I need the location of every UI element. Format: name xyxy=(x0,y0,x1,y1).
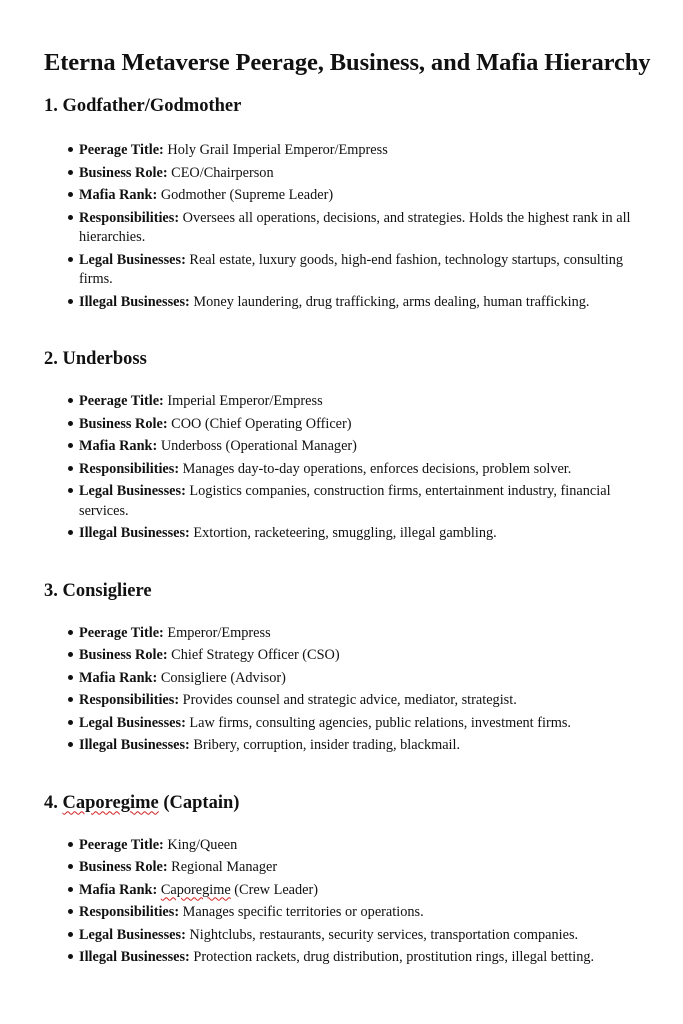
section-number: 1. xyxy=(44,96,58,116)
item-value: King/Queen xyxy=(167,836,238,853)
bullet-icon xyxy=(68,466,73,471)
bullet-icon xyxy=(68,257,73,262)
item-label: Responsibilities: xyxy=(79,904,180,920)
bullet-icon xyxy=(68,192,73,197)
item-value: Protection rackets, drug distribution, prostitution rings, illegal betting. xyxy=(193,949,595,965)
item-label: Legal Businesses: xyxy=(79,251,186,268)
item-label: Illegal Businesses: xyxy=(79,525,190,541)
item-label: Peerage Title: xyxy=(79,393,164,409)
list-item-illegal-businesses xyxy=(44,948,654,968)
item-value: Godmother (Supreme Leader) xyxy=(160,187,334,203)
list-item-business-role xyxy=(44,164,654,184)
list-item-peerage-title xyxy=(44,624,654,644)
section-list-underboss xyxy=(44,392,654,544)
list-item-mafia-rank xyxy=(44,669,654,689)
item-value: Manages specific territories or operations. xyxy=(182,904,424,920)
item-label: Legal Businesses: xyxy=(79,926,186,943)
item-label: Responsibilities: xyxy=(79,209,180,226)
list-item-mafia-rank xyxy=(44,186,654,206)
bullet-icon xyxy=(68,742,73,747)
item-label: Illegal Businesses: xyxy=(79,293,190,310)
bullet-icon xyxy=(68,842,73,847)
section-title-misspelled[interactable]: Caporegime xyxy=(62,792,159,813)
bullet-icon xyxy=(68,170,73,175)
item-value: Law firms, consulting agencies, public relations, investment firms. xyxy=(189,714,571,731)
list-item-legal-businesses xyxy=(44,714,654,734)
item-value: Real estate, luxury goods, high-end fashion, technology startups, consulting firms. xyxy=(79,251,624,287)
list-item-mafia-rank xyxy=(44,437,654,457)
item-value: Holy Grail Imperial Emperor/Empress xyxy=(167,142,388,158)
bullet-icon xyxy=(68,864,73,869)
bullet-icon xyxy=(68,398,73,403)
bullet-icon xyxy=(68,675,73,680)
document-page xyxy=(44,46,654,971)
document-title: Eterna Metaverse Peerage, Business, and Mafia Hierarchy xyxy=(44,49,651,76)
bullet-icon xyxy=(68,488,73,493)
item-label: Business Role: xyxy=(79,164,168,181)
item-value: Manages day-to-day operations, enforces decisions, problem solver. xyxy=(182,460,572,477)
item-label: Business Role: xyxy=(79,415,168,432)
list-item-business-role xyxy=(44,646,654,666)
list-item-responsibilities xyxy=(44,460,654,480)
item-label: Peerage Title: xyxy=(79,836,164,853)
bullet-icon xyxy=(68,697,73,702)
list-item-legal-businesses xyxy=(44,251,654,290)
bullet-icon xyxy=(68,630,73,635)
section-title: Underboss xyxy=(62,349,147,369)
item-label: Peerage Title: xyxy=(79,624,164,641)
item-label: Illegal Businesses: xyxy=(79,737,190,753)
bullet-icon xyxy=(68,652,73,657)
list-item-legal-businesses xyxy=(44,926,654,946)
bullet-icon xyxy=(68,421,73,426)
item-label: Responsibilities: xyxy=(79,692,180,708)
item-value: COO (Chief Operating Officer) xyxy=(171,415,352,432)
item-label: Peerage Title: xyxy=(79,142,164,158)
list-item-business-role xyxy=(44,415,654,435)
list-item-responsibilities xyxy=(44,691,654,711)
list-item-peerage-title xyxy=(44,392,654,412)
section-number: 4. xyxy=(44,792,58,813)
section-list-caporegime xyxy=(44,836,654,968)
section-title: Godfather/Godmother xyxy=(62,96,242,116)
list-item-peerage-title xyxy=(44,141,654,161)
list-item-responsibilities xyxy=(44,903,654,923)
item-value: Chief Strategy Officer (CSO) xyxy=(171,647,340,663)
item-label: Legal Businesses: xyxy=(79,714,186,731)
item-value: Provides counsel and strategic advice, mediator, strategist. xyxy=(182,692,517,708)
section-number: 3. xyxy=(44,580,58,601)
bullet-icon xyxy=(68,147,73,152)
list-item-illegal-businesses xyxy=(44,736,654,756)
list-item-illegal-businesses xyxy=(44,293,654,313)
section-list-consigliere xyxy=(44,624,654,756)
item-label: Business Role: xyxy=(79,647,168,663)
item-label: Responsibilities: xyxy=(79,460,180,477)
item-label: Illegal Businesses: xyxy=(79,949,190,965)
item-label: Mafia Rank: xyxy=(79,881,158,898)
bullet-icon xyxy=(68,299,73,304)
item-label: Business Role: xyxy=(79,859,168,875)
item-value: Money laundering, drug trafficking, arms dealing, human trafficking. xyxy=(193,293,590,310)
section-heading-caporegime xyxy=(44,790,654,816)
bullet-icon xyxy=(68,443,73,448)
bullet-icon xyxy=(68,909,73,914)
item-value: Regional Manager xyxy=(171,859,278,875)
item-value: Consigliere (Advisor) xyxy=(160,669,286,686)
list-item-peerage-title xyxy=(44,836,654,856)
section-heading-underboss xyxy=(44,346,654,372)
item-label: Legal Businesses: xyxy=(79,483,186,499)
list-item-mafia-rank xyxy=(44,881,654,901)
list-item-legal-businesses xyxy=(44,482,654,521)
item-value: Emperor/Empress xyxy=(167,624,271,641)
item-value: (Crew Leader) xyxy=(234,881,319,898)
list-item-illegal-businesses xyxy=(44,524,654,544)
bullet-icon xyxy=(68,887,73,892)
item-value: Imperial Emperor/Empress xyxy=(167,393,323,409)
item-value: Bribery, corruption, insider trading, blackmail. xyxy=(193,737,461,753)
item-value: Extortion, racketeering, smuggling, illegal gambling. xyxy=(193,525,497,541)
item-value: Logistics companies, construction firms, entertainment industry, financial services. xyxy=(79,483,611,519)
bullet-icon xyxy=(68,720,73,725)
item-label: Mafia Rank: xyxy=(79,187,158,203)
section-title: Consigliere xyxy=(62,580,152,601)
section-heading-godfather xyxy=(44,93,654,119)
item-label: Mafia Rank: xyxy=(79,669,158,686)
section-title-rest: (Captain) xyxy=(163,792,240,813)
bullet-icon xyxy=(68,530,73,535)
section-heading-consigliere xyxy=(44,578,654,604)
section-list-godfather xyxy=(44,141,654,312)
item-value-misspelled[interactable]: Caporegime xyxy=(160,881,231,898)
section-number: 2. xyxy=(44,349,58,369)
item-label: Mafia Rank: xyxy=(79,438,158,454)
item-value: Underboss (Operational Manager) xyxy=(160,438,357,454)
list-item-responsibilities xyxy=(44,209,654,248)
list-item-business-role xyxy=(44,858,654,878)
bullet-icon xyxy=(68,215,73,220)
item-value: CEO/Chairperson xyxy=(171,164,274,181)
bullet-icon xyxy=(68,954,73,959)
bullet-icon xyxy=(68,932,73,937)
item-value: Nightclubs, restaurants, security services, transportation companies. xyxy=(189,926,579,943)
item-value: Oversees all operations, decisions, and strategies. Holds the highest rank in all hierarchies. xyxy=(79,209,631,245)
